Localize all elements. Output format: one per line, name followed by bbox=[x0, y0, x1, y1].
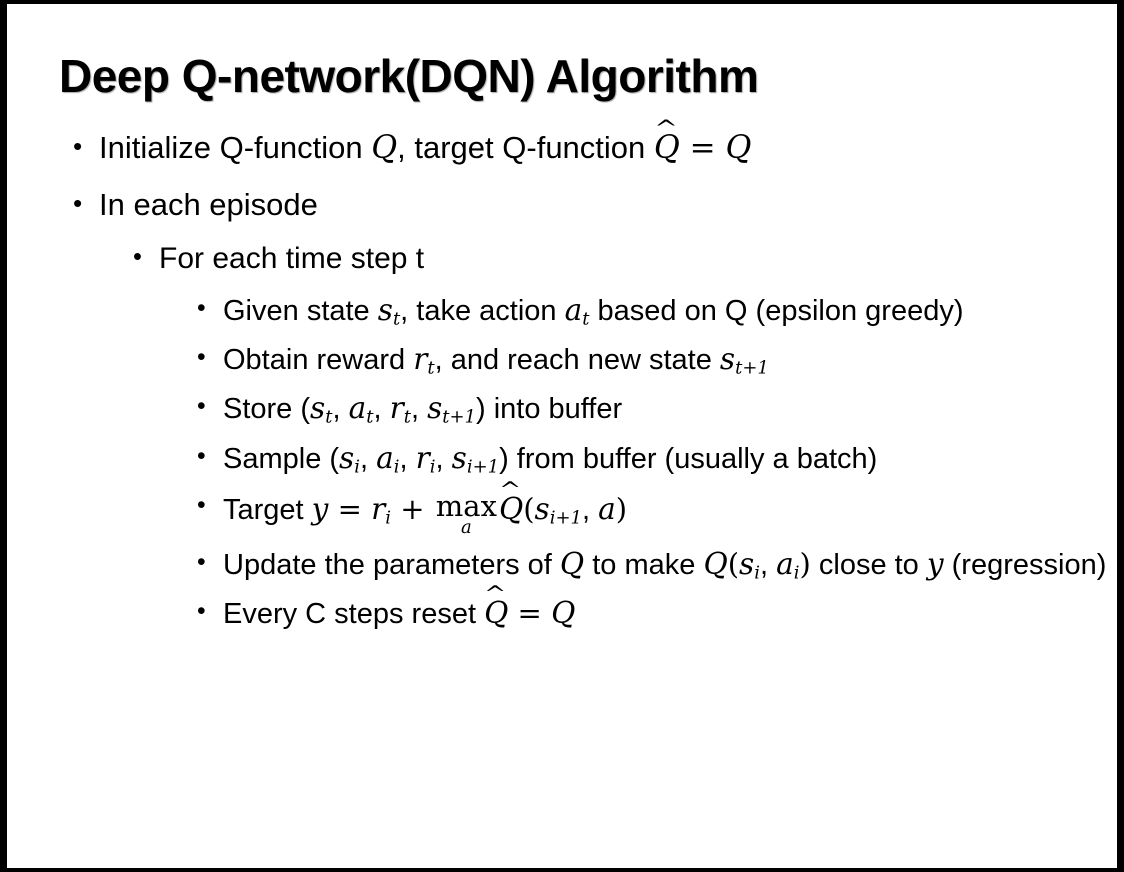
text-update-mid: to make bbox=[584, 548, 704, 581]
math-q-target: Q bbox=[725, 130, 752, 166]
math-max-label: max bbox=[435, 488, 497, 523]
math-sample-s-next: s bbox=[451, 440, 467, 475]
math-update-q: Q bbox=[559, 546, 585, 581]
math-sample-a: a bbox=[376, 440, 394, 475]
text-given-state-mid: , take action bbox=[400, 294, 565, 327]
math-store-a-subscript: t bbox=[366, 406, 374, 428]
text-update-comma: , bbox=[759, 548, 777, 581]
text-reset-pre: Every C steps reset bbox=[223, 598, 485, 631]
math-store-s-next: s bbox=[427, 391, 443, 426]
list-item-reset-target bbox=[223, 595, 1117, 632]
text-sample-post: ) from buffer (usually a batch) bbox=[499, 442, 878, 475]
math-store-s-subscript: t bbox=[325, 406, 333, 428]
math-update-q2: Q bbox=[703, 546, 728, 581]
math-sample-s: s bbox=[339, 440, 355, 475]
math-max-operator bbox=[435, 488, 497, 538]
math-store-r-subscript: t bbox=[403, 406, 411, 428]
math-sample-s-subscript: i bbox=[354, 456, 360, 478]
math-store-s: s bbox=[310, 391, 326, 426]
text-obtain-reward-pre: Obtain reward bbox=[223, 344, 414, 377]
math-target-paren-open: ( bbox=[523, 491, 535, 526]
math-s-subscript: t bbox=[392, 308, 401, 330]
math-r-subscript: t bbox=[427, 357, 435, 379]
math-y: y bbox=[311, 491, 329, 526]
math-s-next: s bbox=[719, 342, 736, 377]
math-target-s-subscript: i+1 bbox=[549, 507, 582, 529]
text-in-each-episode: In each episode bbox=[99, 186, 318, 222]
list-item-update-parameters bbox=[223, 546, 1117, 583]
math-sample-s-next-subscript: i+1 bbox=[466, 456, 500, 478]
math-update-a-subscript: i bbox=[793, 562, 800, 584]
text-given-state-post: based on Q (epsilon greedy) bbox=[589, 294, 964, 327]
text-sample-pre: Sample ( bbox=[223, 442, 340, 475]
text-obtain-reward-mid: , and reach new state bbox=[434, 344, 720, 377]
text-store-comma-1: , bbox=[332, 393, 349, 426]
math-target-paren-close: ) bbox=[615, 491, 628, 526]
text-given-state-pre: Given state bbox=[223, 294, 378, 327]
text-sample-comma-2: , bbox=[399, 442, 416, 475]
text-initialize-pre: Initialize Q-function bbox=[99, 130, 372, 165]
math-s: s bbox=[377, 292, 393, 327]
math-r: r bbox=[413, 342, 428, 377]
list-item-sample-batch bbox=[223, 440, 1117, 477]
math-store-r: r bbox=[389, 391, 404, 426]
math-s-next-subscript: t+1 bbox=[735, 357, 769, 379]
list-item-for-each-time-step bbox=[159, 240, 1117, 632]
math-update-s: s bbox=[739, 546, 755, 581]
outline-level-2 bbox=[159, 240, 1117, 632]
text-sample-comma-1: , bbox=[359, 442, 377, 475]
math-target-r-subscript: i bbox=[385, 507, 392, 529]
text-target-pre: Target bbox=[223, 493, 312, 526]
math-equals: = bbox=[679, 130, 726, 166]
math-update-s-subscript: i bbox=[754, 562, 760, 584]
text-store-post: ) into buffer bbox=[475, 393, 623, 426]
math-max-subscript: a bbox=[461, 516, 472, 538]
text-store-pre: Store ( bbox=[223, 393, 311, 426]
text-store-comma-2: , bbox=[373, 393, 390, 426]
math-sample-r-subscript: i bbox=[429, 456, 436, 478]
math-store-a: a bbox=[348, 391, 367, 426]
math-update-paren-open: ( bbox=[727, 546, 740, 581]
text-store-comma-3: , bbox=[410, 393, 428, 426]
math-target-r: r bbox=[371, 491, 386, 526]
math-target-a: a bbox=[598, 491, 616, 526]
math-q: Q bbox=[371, 130, 398, 166]
list-item-store-transition bbox=[223, 390, 1117, 427]
list-item-in-each-episode bbox=[99, 186, 1117, 633]
text-update-pre: Update the parameters of bbox=[223, 548, 560, 581]
page-title: Deep Q-network(DQN) Algorithm bbox=[59, 50, 759, 102]
math-target-equals: = bbox=[328, 491, 372, 526]
math-q-hat: Q ^ bbox=[654, 129, 680, 169]
text-initialize-mid: , target Q-function bbox=[397, 130, 654, 165]
list-item-given-state bbox=[223, 292, 1117, 329]
math-reset-q-hat: Q ^ bbox=[484, 595, 508, 632]
math-target-s: s bbox=[534, 491, 550, 526]
math-sample-r: r bbox=[415, 440, 430, 475]
text-update-post: close to bbox=[810, 548, 927, 581]
text-sample-comma-3: , bbox=[435, 442, 452, 475]
math-reset-equals: = bbox=[508, 596, 552, 631]
list-item-target bbox=[223, 488, 1117, 538]
math-update-y: y bbox=[926, 546, 944, 581]
text-target-comma: , bbox=[581, 493, 599, 526]
text-for-each-time-step: For each time step t bbox=[159, 242, 425, 276]
math-update-a: a bbox=[776, 546, 794, 581]
list-item-initialize bbox=[99, 129, 1117, 169]
math-target-q-hat: Q ^ bbox=[499, 491, 523, 528]
outline-level-1 bbox=[99, 129, 1117, 632]
math-plus: + bbox=[391, 491, 434, 526]
math-update-paren-close: ) bbox=[799, 546, 811, 581]
list-item-obtain-reward bbox=[223, 341, 1117, 378]
math-reset-q: Q bbox=[551, 596, 576, 631]
text-update-tail: (regression) bbox=[943, 548, 1107, 581]
outline-level-3 bbox=[223, 292, 1117, 632]
math-a: a bbox=[564, 292, 583, 327]
math-a-subscript: t bbox=[582, 308, 590, 330]
math-sample-a-subscript: i bbox=[393, 456, 400, 478]
math-store-s-next-subscript: t+1 bbox=[442, 406, 476, 428]
